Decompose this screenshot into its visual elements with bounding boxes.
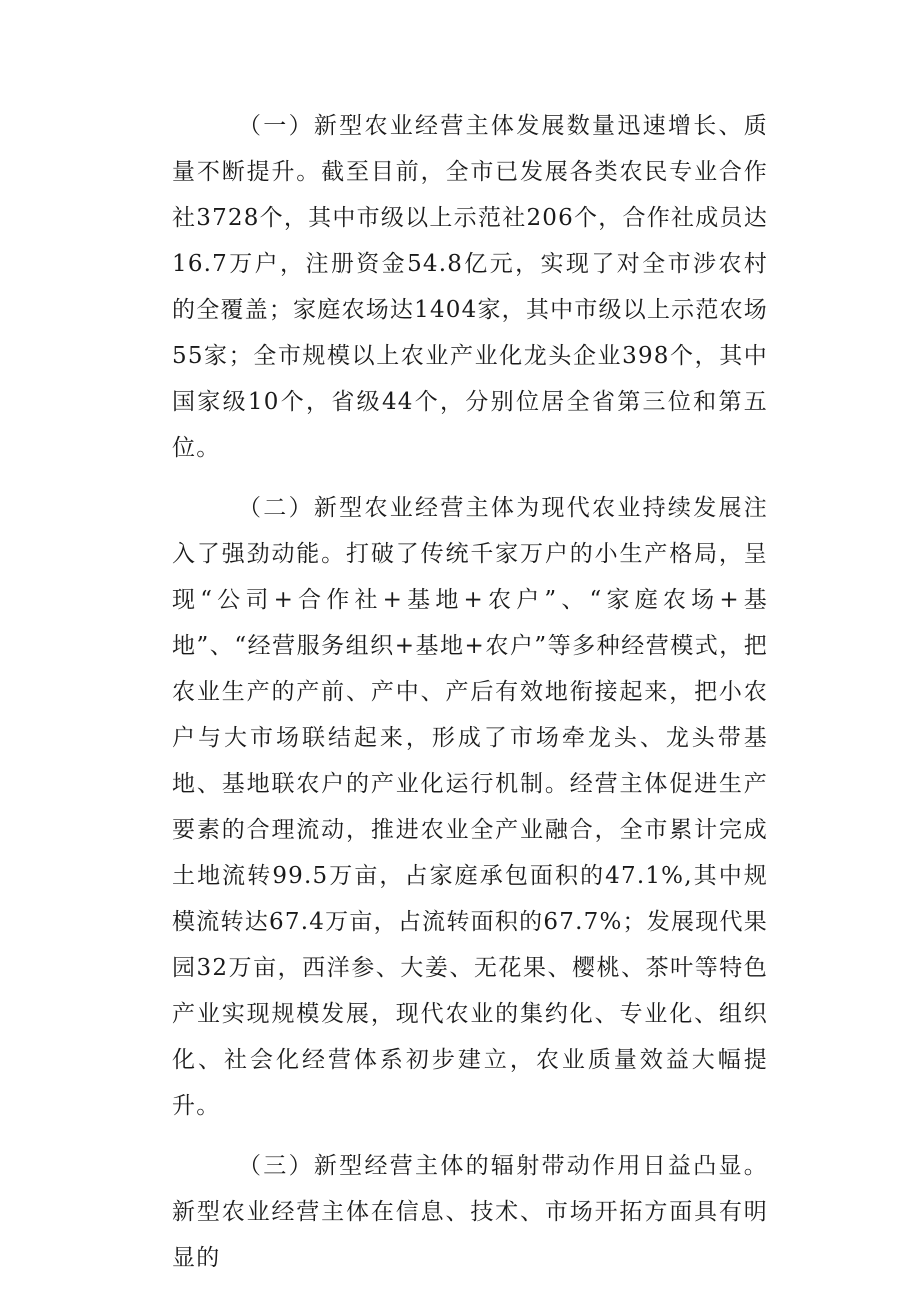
paragraph-2: （二）新型农业经营主体为现代农业持续发展注入了强劲动能。打破了传统千家万户的小生产格局，呈现“公司+合作社+基地+农户”、“家庭农场+基地”、“经营服务组织+基地+农户”等多种经营模式，把农业生产的产前、产中、产后有效地衔接起来，把小农户与大市场联结起来，形成了市场牵龙头、龙头带基地、基地联农户的产业化运行机制。经营主体促进生产要素的合理流动，推进农业全产业融合，全市累计完成土地流转99.5万亩，占家庭承包面积的47.1%,其中规模流转达67.4万亩，占流转面积的67.7%；发展现代果园32万亩，西洋参、大姜、无花果、樱桃、茶叶等特色产业实现规模发展，现代农业的集约化、专业化、组织化、社会化经营体系初步建立，农业质量效益大幅提升。	[172, 495, 768, 1119]
paragraph-1: （一）新型农业经营主体发展数量迅速增长、质量不断提升。截至目前，全市已发展各类农民专业合作社3728个，其中市级以上示范社206个，合作社成员达16.7万户，注册资金54.8亿元，实现了对全市涉农村的全覆盖；家庭农场达1404家，其中市级以上示范农场55家；全市规模以上农业产业化龙头企业398个，其中国家级10个，省级44个，分别位居全省第三位和第五位。	[172, 113, 768, 461]
paragraph-3: （三）新型经营主体的辐射带动作用日益凸显。新型农业经营主体在信息、技术、市场开拓方面具有明显的	[172, 1153, 768, 1271]
document-body	[172, 103, 768, 1295]
